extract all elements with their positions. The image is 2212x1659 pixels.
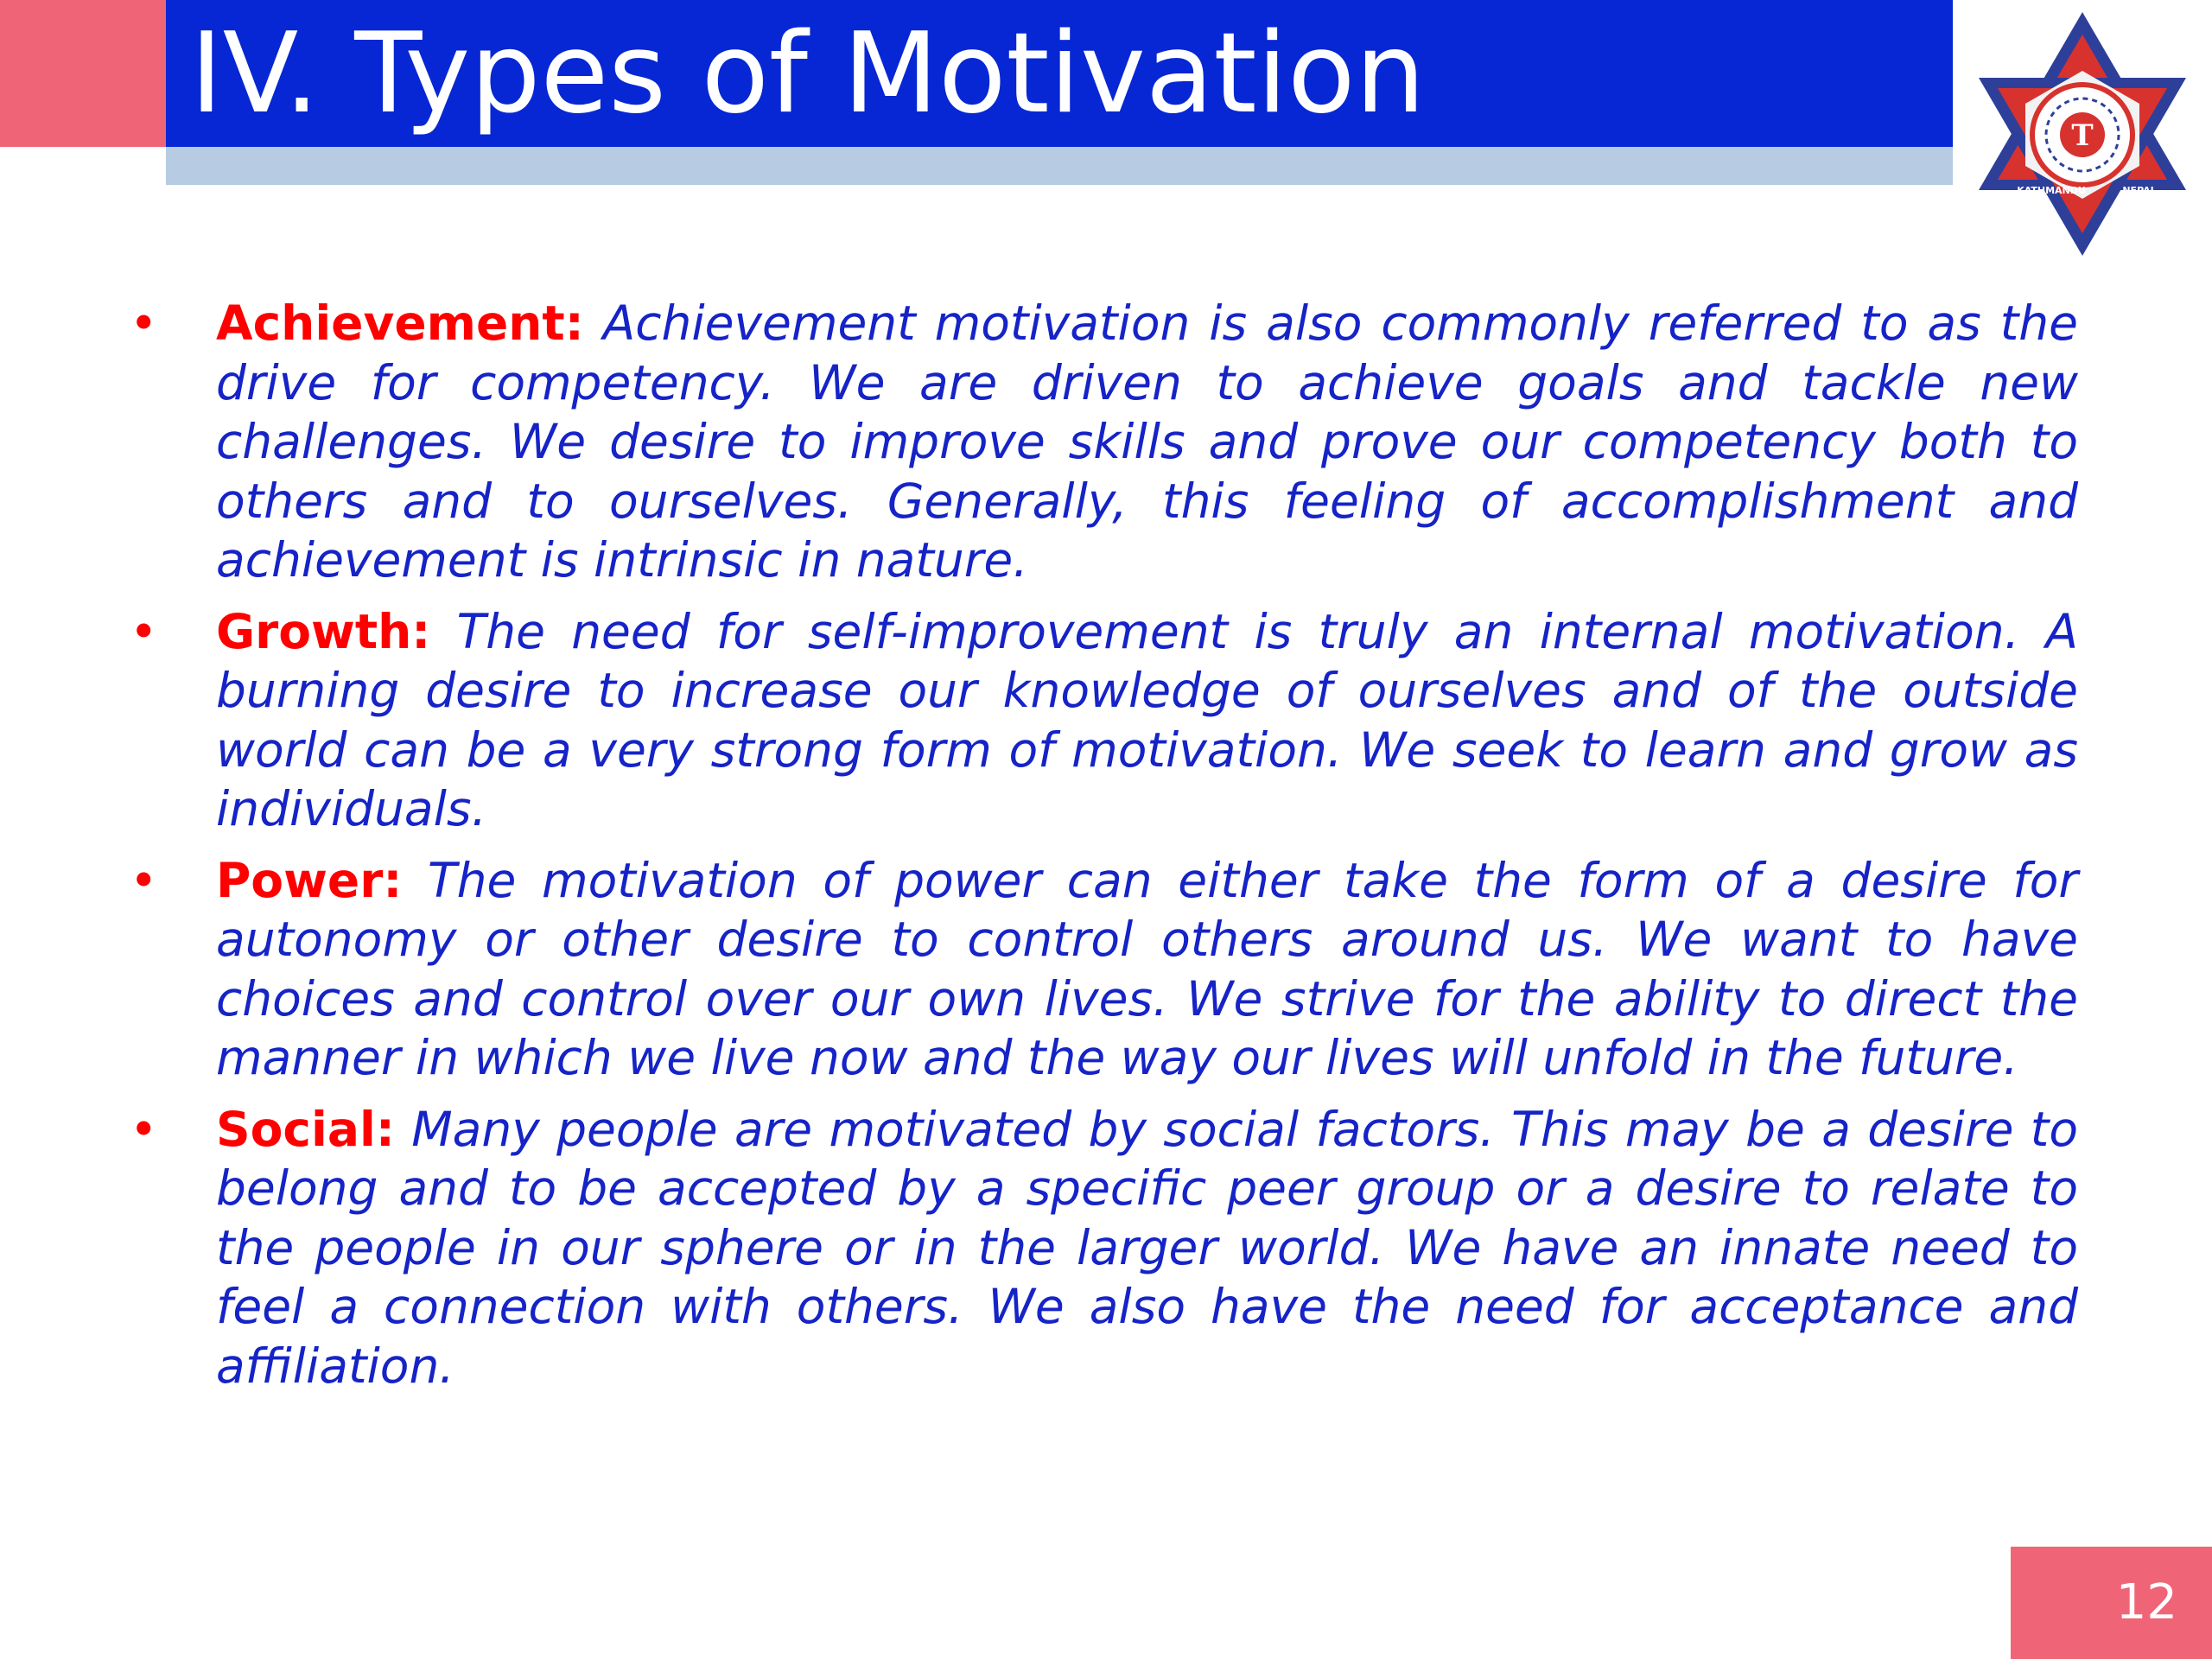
bullet-icon: •: [130, 1101, 158, 1157]
list-item-achievement: [130, 294, 2078, 590]
bullet-icon: •: [130, 603, 158, 659]
svg-text:KATHMANDU: KATHMANDU: [2017, 185, 2086, 196]
university-seal-icon: [1970, 9, 2195, 259]
list-item-power: [130, 851, 2078, 1088]
bullet-icon: •: [130, 296, 158, 351]
motivation-types-list: [130, 294, 2078, 1408]
term-label: Achievement:: [216, 296, 584, 351]
term-description: The motivation of power can either take the form of a desire for autonomy or other desire to control others around us. We want to have choices and control over our own lives. We strive for the ability to direct the manner in which we live now and the way our lives will unfold in the future.: [216, 852, 2079, 1085]
term-description: Many people are motivated by social factors. This may be a desire to belong and to be accepted by a specific peer group or a desire to relate to the people in our sphere or in the larger world. We have an innate need to feel a connection with others. We also have the need for acceptance and affiliation.: [216, 1101, 2078, 1394]
list-item-growth: [130, 602, 2078, 839]
page-number-box: [2011, 1547, 2212, 1659]
slide-title: IV. Types of Motivation: [190, 10, 1426, 138]
svg-text:T: T: [2071, 118, 2094, 153]
list-item-social: [130, 1100, 2078, 1396]
title-underline-bar: [166, 147, 1953, 185]
svg-text:NEPAL: NEPAL: [2122, 185, 2157, 196]
bullet-icon: •: [130, 852, 158, 908]
term-description: Achievement motivation is also commonly referred to as the drive for competency. We are driven to achieve goals and tackle new challenges. We desire to improve skills and prove our competency both to others and to ourselves. Generally, this feeling of accomplishment and achievement is intrinsic in nature.: [216, 296, 2078, 588]
title-accent-block: [0, 0, 169, 147]
term-label: Growth:: [216, 603, 431, 659]
term-label: Power:: [216, 852, 403, 908]
page-number: 12: [2115, 1574, 2177, 1630]
term-description: The need for self-improvement is truly an internal motivation. A burning desire to increase our knowledge of ourselves and of the outside world can be a very strong form of motivation. We seek to learn and grow as individuals.: [216, 603, 2078, 836]
title-bar: [166, 0, 1953, 147]
term-label: Social:: [216, 1101, 395, 1157]
